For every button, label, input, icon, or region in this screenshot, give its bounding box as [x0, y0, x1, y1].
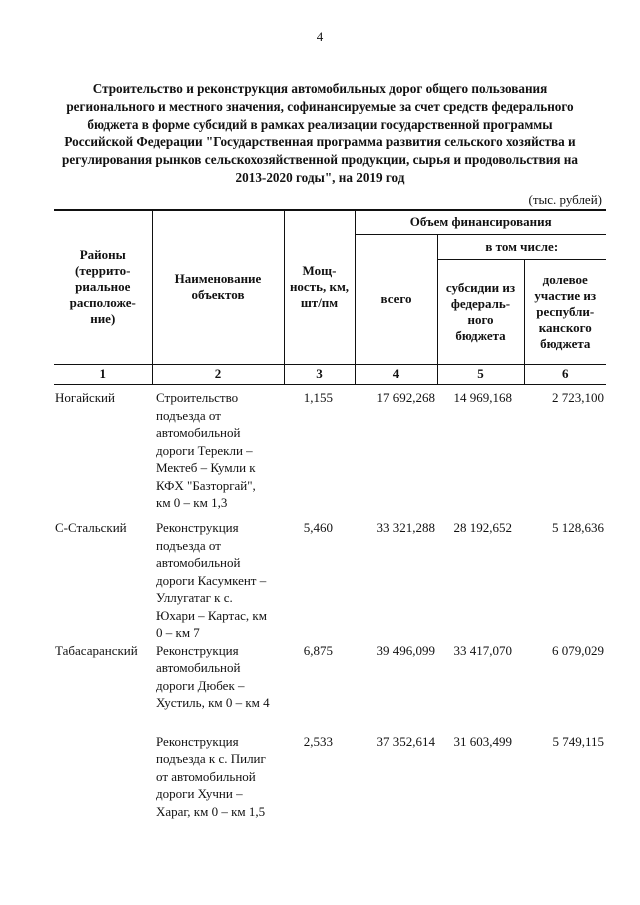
- capacity-cell: 1,155: [303, 390, 333, 405]
- republic-cell: 2 723,100: [552, 390, 604, 405]
- total-cell: 39 496,099: [376, 642, 435, 658]
- column-number: 6: [524, 364, 606, 384]
- table-row: [54, 519, 606, 642]
- column-number: 5: [437, 364, 524, 384]
- federal-cell: 28 192,652: [453, 520, 512, 535]
- column-number: 2: [152, 364, 284, 384]
- title-line: регионального и местного значения, софинансируемые за счет средств федерального: [66, 98, 574, 114]
- column-numbers-row: [54, 364, 606, 384]
- republic-cell: 5 128,636: [552, 520, 604, 535]
- capacity-cell: 6,875: [303, 642, 333, 658]
- capacity-cell: 5,460: [303, 520, 333, 535]
- total-cell: 17 692,268: [376, 390, 435, 405]
- object-cell: Реконструкция подъезда от автомобильной дороги Касумкент – Уллугатаг к с. Юхари – Картас, км 0 – км 7: [156, 520, 267, 640]
- header-republic: долевое участие из республи- канского бюджета: [524, 259, 606, 364]
- title-line: бюджета в форме субсидий в рамках реализации государственной программы: [87, 116, 553, 132]
- header-capacity: Мощ- ность, км, шт/пм: [284, 210, 355, 364]
- district-cell: [54, 733, 152, 828]
- object-cell: Реконструкция автомобильной дороги Дюбек – Хустиль, км 0 – км 4: [156, 642, 270, 710]
- title-line: Строительство и реконструкция автомобильных дорог общего пользования: [92, 81, 548, 96]
- header-districts: Районы (террито- риальное расположе- ние): [54, 210, 152, 364]
- federal-cell: 14 969,168: [453, 390, 512, 405]
- header-financing: Объем финансирования: [355, 210, 606, 234]
- district-cell: Ногайский: [55, 390, 115, 405]
- column-number: 1: [54, 364, 152, 384]
- header-objects: Наименование объектов: [152, 210, 284, 364]
- financing-table: [54, 209, 606, 828]
- capacity-cell: 2,533: [303, 733, 333, 749]
- district-cell: С-Стальский: [55, 520, 127, 535]
- object-cell: Реконструкция подъезда к с. Пилиг от автомобильной дороги Хучни – Хараг, км 0 – км 1,5: [156, 733, 266, 819]
- page-number: 4: [316, 29, 324, 44]
- column-number: 4: [355, 364, 437, 384]
- units-label: (тыс. рублей): [528, 192, 602, 207]
- table-row: [54, 642, 606, 733]
- title-line: 2013-2020 годы", на 2019 год: [235, 169, 405, 185]
- header-federal: субсидии из федераль- ного бюджета: [437, 259, 524, 364]
- republic-cell: 6 079,029: [552, 642, 604, 658]
- federal-cell: 31 603,499: [453, 733, 512, 749]
- document-title: [40, 80, 600, 187]
- column-number: 3: [284, 364, 355, 384]
- object-cell: Строительство подъезда от автомобильной дороги Терекли – Мектеб – Кумли к КФХ "Базторгай", км 0 – км 1,3: [156, 390, 256, 510]
- title-line: Российской Федерации "Государственная программа развития сельского хозяйства и: [64, 134, 576, 150]
- district-cell: Табасаранский: [55, 642, 138, 658]
- title-line: регулирования рынков сельскохозяйственной продукции, сырья и продовольствия на: [62, 152, 578, 168]
- total-cell: 33 321,288: [376, 520, 435, 535]
- header-including: в том числе:: [437, 234, 606, 259]
- header-total: всего: [355, 234, 437, 364]
- total-cell: 37 352,614: [376, 733, 435, 749]
- table-row: [54, 389, 606, 519]
- federal-cell: 33 417,070: [453, 642, 512, 658]
- republic-cell: 5 749,115: [552, 733, 604, 749]
- table-row: [54, 733, 606, 828]
